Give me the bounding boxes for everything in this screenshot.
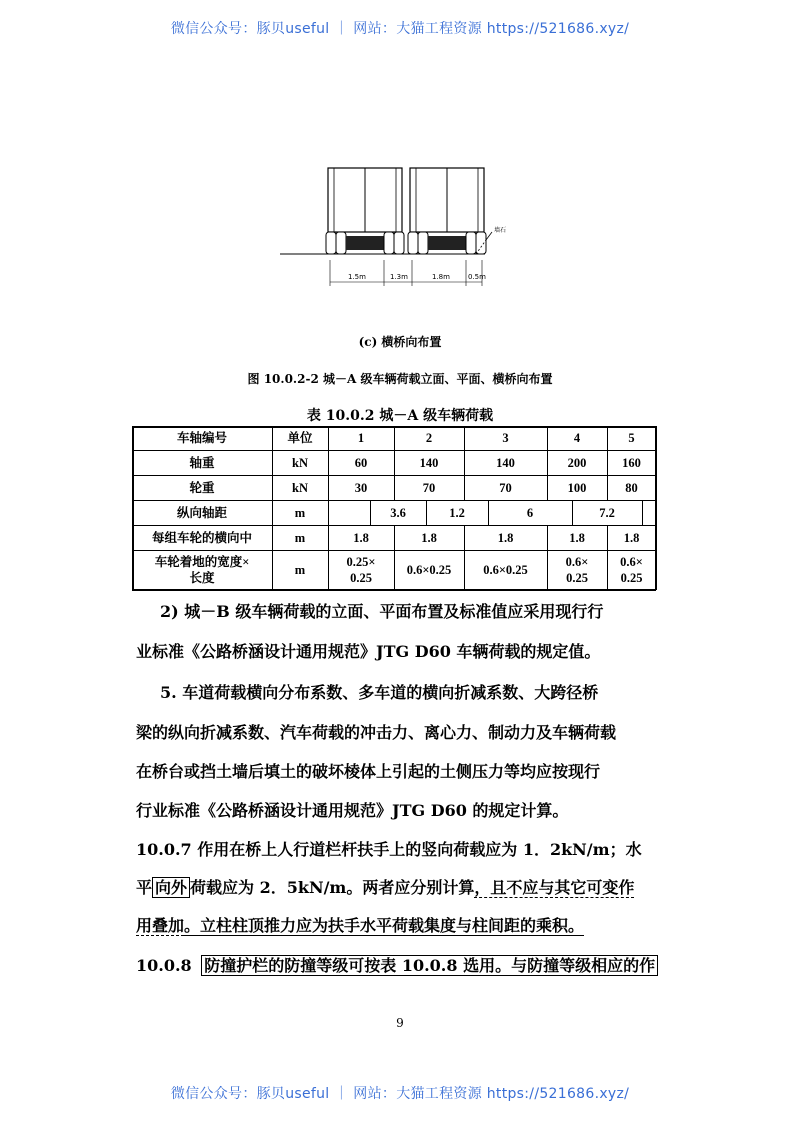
para-1-line-2: 业标准《公路桥涵设计通用规范》JTG D60 车辆荷载的规定值。 <box>136 642 601 661</box>
curb-label: 墙石 <box>494 227 507 234</box>
figure-caption: 图 10.0.2-2 城－A 级车辆荷载立面、平面、横桥向布置 <box>247 372 553 386</box>
dim-4: 0.5m <box>468 273 486 281</box>
table-cell <box>328 550 394 589</box>
p3-l2-a: 平 <box>136 878 153 897</box>
cross-section-figure <box>280 160 510 300</box>
table-cell: 200 <box>567 455 587 470</box>
table-cell: m <box>294 530 306 545</box>
underlined-text: 。立柱柱顶推力应为扶手水平荷载集度与柱间距的乘积。 <box>184 916 585 935</box>
para-3-line-2 <box>136 875 634 898</box>
table-cell: 30 <box>354 480 368 495</box>
th-unit: 单位 <box>287 431 313 445</box>
table-cell <box>132 550 272 589</box>
table-cell: 7.2 <box>599 505 615 520</box>
para-1-line-1: 2) 城－B 级车辆荷载的立面、平面布置及标准值应采用现行行 <box>160 602 604 621</box>
table-cell <box>547 550 607 589</box>
dim-1: 1.5m <box>348 273 366 281</box>
table-cell: 3.6 <box>390 505 406 520</box>
table-cell: 1.8 <box>569 530 585 545</box>
table-cell: 70 <box>499 480 512 495</box>
th-5: 5 <box>628 431 635 445</box>
size-label-line2: 长度 <box>189 570 215 585</box>
table-cell: 100 <box>567 480 587 495</box>
table-cell: 轴重 <box>189 455 215 470</box>
table-cell: 0.6×0.25 <box>406 562 452 577</box>
clause-number: 10.0.8 <box>136 956 192 975</box>
table-cell: m <box>294 562 306 577</box>
size-label-line1: 车轮着地的宽度× <box>154 554 250 569</box>
para-3-line-1: 10.0.7 作用在桥上人行道栏杆扶手上的竖向荷载应为 1．2kN/m；水 <box>136 840 642 859</box>
table-cell: 1.8 <box>497 530 514 545</box>
table-cell: 6 <box>526 505 534 520</box>
underlined-text: ，且不应与其它可变作 <box>474 878 635 897</box>
boxed-text: 向外 <box>152 877 190 898</box>
page-number: 9 <box>396 1016 404 1030</box>
para-2-line-3: 在桥台或挡土墙后填土的破坏棱体上引起的土侧压力等均应按现行 <box>136 762 601 781</box>
size-c5-b: 0.25 <box>620 570 643 585</box>
table-cell: 70 <box>422 480 436 495</box>
para-2-line-1: 5. 车道荷载横向分布系数、多车道的横向折减系数、大跨径桥 <box>160 683 599 702</box>
table-cell: 140 <box>496 455 515 470</box>
size-c1-b: 0.25 <box>350 570 372 585</box>
underlined-text: 用叠加 <box>136 916 185 935</box>
vehicle-load-table <box>132 426 656 590</box>
para-4-line-1 <box>136 953 658 976</box>
table-cell: 1.8 <box>421 530 437 545</box>
dim-3: 1.8m <box>432 273 450 281</box>
th-4: 4 <box>573 431 581 445</box>
table-cell: 1.8 <box>353 530 369 545</box>
table-cell: kN <box>292 455 308 470</box>
table-cell: 140 <box>419 455 439 470</box>
dim-2: 1.3m <box>390 273 408 281</box>
table-cell: 1.8 <box>623 530 640 545</box>
size-c1-a: 0.25× <box>346 554 376 569</box>
table-cell: kN <box>292 480 308 495</box>
size-c4-a: 0.6× <box>565 554 589 569</box>
size-c4-b: 0.25 <box>566 570 588 585</box>
size-c5-a: 0.6× <box>620 554 643 569</box>
watermark-top: 微信公众号：豚贝useful ｜ 网站：大猫工程资源 https://521686.xyz/ <box>170 21 630 37</box>
watermark-bottom: 微信公众号：豚贝useful ｜ 网站：大猫工程资源 https://521686.xyz/ <box>170 1086 630 1102</box>
th-2: 2 <box>425 431 433 445</box>
table-cell: 1.2 <box>449 505 465 520</box>
table-cell <box>607 550 656 589</box>
th-1: 1 <box>357 431 365 445</box>
table-cell: 60 <box>354 455 368 470</box>
subfigure-caption: (c) 横桥向布置 <box>358 335 442 349</box>
para-2-line-2: 梁的纵向折减系数、汽车荷载的冲击力、离心力、制动力及车辆荷载 <box>136 723 617 742</box>
para-2-line-4: 行业标准《公路桥涵设计通用规范》JTG D60 的规定计算。 <box>136 801 569 820</box>
th-axle-no: 车轴编号 <box>176 431 227 445</box>
th-3: 3 <box>502 431 509 445</box>
table-cell: m <box>294 505 306 520</box>
table-cell: 80 <box>625 480 638 495</box>
table-cell: 0.6×0.25 <box>483 562 528 577</box>
para-3-line-3 <box>136 913 584 936</box>
table-caption: 表 10.0.2 城－A 级车辆荷载 <box>306 408 494 424</box>
table-cell: 轮重 <box>189 480 215 495</box>
table-cell: 纵向轴距 <box>176 505 227 520</box>
table-cell: 每组车轮的横向中 <box>151 530 252 545</box>
table-cell: 160 <box>622 455 641 470</box>
boxed-clause-text: 防撞护栏的防撞等级可按表 10.0.8 选用。与防撞等级相应的作 <box>201 955 658 976</box>
p3-l2-b: 荷载应为 2．5kN/m。两者应分别计算 <box>190 878 475 897</box>
